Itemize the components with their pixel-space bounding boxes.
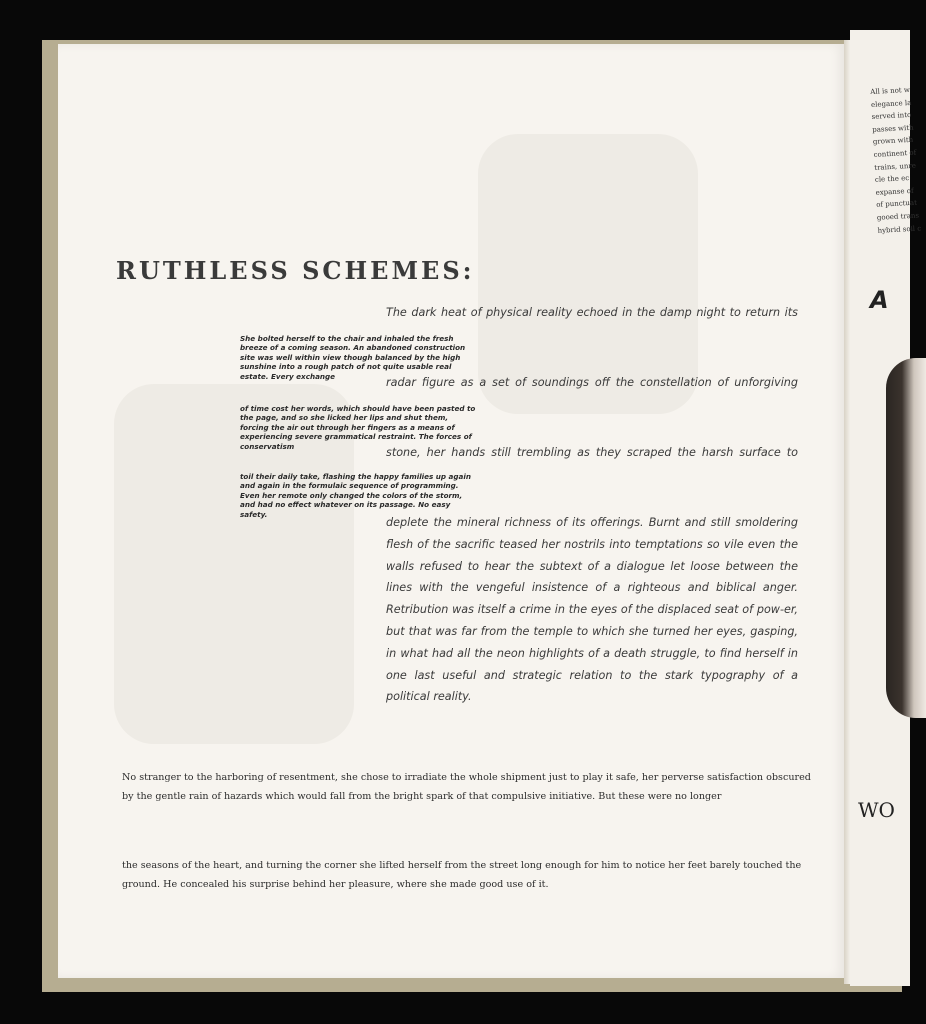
small-block-2: of time cost her words, which should have been pasted to the page, and so she licked her lips and shut them, forcing the air out through her fingers as a means of experiencing severe grammatical restraint. The forces of conservatism xyxy=(240,404,476,451)
italic-paragraph: deplete the mineral richness of its offerings. Burnt and still smoldering flesh of the sacrific teased her nostrils into temptations so vile even the walls refused to hear the subtext of a dialogue let loose between the lines with the vengeful insistence of a righteous and biblical anger. Retribution was itself a crime in the eyes of the displaced seat of pow-er, but that was far from the temple to which she turned her eyes, gasping, in what had all the neon highlights of a death struggle, to find herself in one last useful and strategic relation to the stark typography of a political reality. xyxy=(386,516,798,704)
italic-line-3: stone, her hands still trembling as they scraped the harsh surface to xyxy=(386,446,798,459)
right-page-line: continent of xyxy=(873,148,917,159)
right-page-letter-a: A xyxy=(870,286,889,314)
serif-paragraph-2: the seasons of the heart, and turning the corner she lifted herself from the street long enough for him to notice her feet barely touched the ground. He concealed his surprise behind her pleasure, where she made good use of it. xyxy=(122,860,802,890)
italic-line-2: radar figure as a set of soundings off the constellation of unforgiving xyxy=(386,376,798,389)
right-page-line: elegance la xyxy=(870,98,912,109)
right-page-photo xyxy=(886,358,926,718)
right-page-line: cle the ec xyxy=(874,174,910,185)
right-page-line: hybrid soil c xyxy=(877,224,922,235)
left-page xyxy=(58,44,845,978)
right-page-line: expanse of xyxy=(875,186,914,197)
small-block-1: She bolted herself to the chair and inhaled the fresh breeze of a coming season. An abandoned construction site was well within view though balanced by the high sunshine into a rough patch of not quite usable real estate. Every exchange xyxy=(240,334,466,381)
right-page-line: gooed trans xyxy=(876,211,920,222)
right-page-line: of punctuat xyxy=(876,199,918,210)
right-page-line: grown with xyxy=(872,136,914,147)
right-page-line: served into xyxy=(871,111,912,122)
right-page xyxy=(850,30,922,986)
show-through-figure-upper xyxy=(478,134,698,414)
italic-line-1: The dark heat of physical reality echoed in the damp night to return its xyxy=(386,306,798,319)
small-block-3: toil their daily take, flashing the happy families up again and again in the formulaic sequence of programming. Even her remote only changed the colors of the storm, and had no effect whatever on its passage. No easy safety. xyxy=(240,472,471,519)
right-page-line: trains, unre xyxy=(874,161,917,172)
page-title: RUTHLESS SCHEMES: xyxy=(116,256,475,285)
right-page-line: passes with xyxy=(872,123,914,134)
right-page-line: All is not w xyxy=(870,85,911,96)
right-page-letters-wo: WO xyxy=(858,798,895,822)
right-page-text xyxy=(870,84,922,237)
serif-paragraph-1: No stranger to the harboring of resentment, she chose to irradiate the whole shipment just to play it safe, her perverse satisfaction obscured by the gentle rain of hazards which would fall from the bright spark of that compulsive initiative. But these were no longer xyxy=(122,772,811,802)
